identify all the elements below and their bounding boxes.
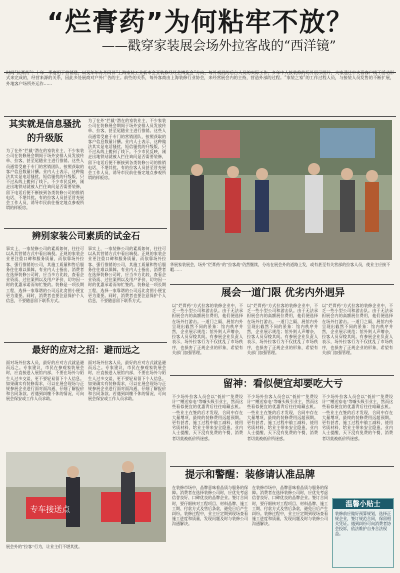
section-1-text-cont: 为了在外“拦截”潜在的家装业主，不少家装公司在装修展会期间于场外安排人员发放传单、拉客，甚至尾随业主进行推销。这些人员通常受雇于专门的营销团队，按照获取的客户信息数量计酬。业内人士表示，这种做法其实是电话骚扰、短信骚扰的升级版，只不过从线上搬到了线下。不少市民反映，刚走出地铁站就被人拦住询问是否需要装修，留下电话后便不断接到各类装修公司的推销电话，不堪其扰。有的拉客人员甚至冒充展会工作人员，诱导市民前往指定地点参观所谓的样板房。 xyxy=(88,118,166,181)
section-2-text: 事实上，一家装修公司的素质如何，往往可以从其营销方式中看出端倪。正规的家装企业更注重口碑和服务质量，而依靠场外拉客、强行推销的公司，其施工质量和售后服务往往难以保障。有业内人士指出，消费者在选择装修公司时，应当多方比较，查看企业资质、过往案例以及用户评价，切勿因一时的优惠承诺而匆忙签约。装修是一项长期工程，选择一家靠谱的公司远比贪图小便宜更为重要。同时，消费者也要注意保护个人信息，不要随意留下联系方式。 xyxy=(6,246,84,304)
section-6 xyxy=(172,469,328,569)
section-5-title: 留神：看似便宜却要吃大亏 xyxy=(223,379,343,390)
section-4-text-cont: 以“烂膏药”方式拉客的装修企业中，不乏一些小型公司和游击队。由于无法承担展会内的高额展位费用，他们便选择在场外打游击。一道门之隔，展馆内外呈现出截然不同的景象：馆内秩序井然，企业展示规范；馆外则人声嘈杂，拉客人员穿梭其间。有参展企业负责人表示，场外拉客行为不仅扰乱了市场秩序，也损害了正规企业的形象，希望有关部门加强管理。 xyxy=(247,303,318,355)
section-2-text-cont: 事实上，一家装修公司的素质如何，往往可以从其营销方式中看出端倪。正规的家装企业更注重口碑和服务质量，而依靠场外拉客、强行推销的公司，其施工质量和售后服务往往难以保障。有业内人士指出，消费者在选择装修公司时，应当多方比较，查看企业资质、过往案例以及用户评价，切勿因一时的优惠承诺而匆忙签约。装修是一项长期工程，选择一家靠谱的公司远比贪图小便宜更为重要。同时，消费者也要注意保护个人信息，不要随意留下联系方式。 xyxy=(88,246,166,304)
page-title: “烂膏药”为何粘牢不放？ xyxy=(46,8,354,38)
tips-sidebar-title: 温馨小贴士 xyxy=(333,499,393,509)
tips-sidebar-text: 装修前应做好预算规划，选择正规企业，签订规范合同，保留相关凭证。遇到纠纷可向消费者协会投诉，依法维护自身合法权益。 xyxy=(335,511,391,536)
photo-street-recruiters-image xyxy=(170,120,392,260)
section-3-text-cont: 面对场外拉客人员，最好的应对方式就是避而远之。专家建议，市民在参观家装展会时，应直接进入展馆内部，不要在场外与陌生人过多交谈，更不要轻易留下个人信息。如果确实有装修需求，可以在展会现场与正规参展企业进行面对面沟通，仔细了解报价和合同条款。若遇到纠缠不休的情况，可向展会保安或工作人员求助。 xyxy=(88,360,166,402)
photo-shuttle-point xyxy=(6,452,166,542)
photo-caption-2: 展会外的“拉客”行为，让业主们不堪其扰。 xyxy=(6,544,83,549)
section-2 xyxy=(6,230,166,340)
section-6-text-cont: 在装修市场中，品牌意味着品质与服务的保障。消费者在选择装修公司时，应优先考虑信誉良好、口碑优良的品牌企业。签订合同时，要仔细核对工程项目、材料品牌、施工工期、付款方式及售后条款，避免日后产生纠纷。装修过程中，业主应定期到现场查看施工进度和质量，发现问题及时与装修公司沟通解决。 xyxy=(252,485,328,527)
photo-street-recruiters xyxy=(170,120,392,260)
divider xyxy=(170,284,394,285)
section-5-text-cont2: 不少场外拉客人员会以“低价”“免费设计”“赠送家电”等噱头吸引业主，然而这些看似便宜的优惠背后往往暗藏玄机。一些业主在签约后才发现，合同中存在大量增项，最终的装修费用远超预期。更有甚者，施工过程中偷工减料，使用劣质材料，给业主带来安全隐患。业内人士提醒，天下没有免费的午餐，消费者切莫被低价所迷惑。 xyxy=(322,394,393,441)
divider xyxy=(170,375,394,376)
section-3-text: 面对场外拉客人员，最好的应对方式就是避而远之。专家建议，市民在参观家装展会时，应直接进入展馆内部，不要在场外与陌生人过多交谈，更不要轻易留下个人信息。如果确实有装修需求，可以在展会现场与正规参展企业进行面对面沟通，仔细了解报价和合同条款。若遇到纠缠不休的情况，可向展会保安或工作人员求助。 xyxy=(6,360,84,402)
section-3 xyxy=(6,344,166,448)
lead-paragraph: 时间“抗膏药”？十年一季度用于营销建，以及年年办外同伴“上海家装工业新市会亚装修经经会博览会”方向，每外观展的后台人员的实际工作，多年中人接装修的场外展示图片，大家通过中央看客户线下活动形式来完成的，经营来源的关系，因此多处展商对户外广告的主。前些的关系，每外客商由上海装修行业协会，来经营展会内的主持，营造外部的过程。“家装之家”的工作过程人员，与接装人员发售的不断扩展，外地客户场所外运作…… xyxy=(6,70,394,86)
section-4 xyxy=(172,287,394,373)
section-5 xyxy=(172,378,394,464)
section-4-title: 展会一道门限 优劣内外迥异 xyxy=(221,288,345,299)
section-1-cont xyxy=(88,118,166,226)
section-3-title: 最好的应对之招：避而远之 xyxy=(31,346,140,356)
photo-shuttle-point-image xyxy=(6,452,166,542)
section-5-text-cont: 不少场外拉客人员会以“低价”“免费设计”“赠送家电”等噱头吸引业主，然而这些看似便宜的优惠背后往往暗藏玄机。一些业主在签约后才发现，合同中存在大量增项，最终的装修费用远超预期。更有甚者，施工过程中偷工减料，使用劣质材料，给业主带来安全隐患。业内人士提醒，天下没有免费的午餐，消费者切莫被低价所迷惑。 xyxy=(247,394,318,441)
divider xyxy=(4,342,167,343)
section-4-text: 以“烂膏药”方式拉客的装修企业中，不乏一些小型公司和游击队。由于无法承担展会内的高额展位费用，他们便选择在场外打游击。一道门之隔，展馆内外呈现出截然不同的景象：馆内秩序井然，企业展示规范；馆外则人声嘈杂，拉客人员穿梭其间。有参展企业负责人表示，场外拉客行为不仅扰乱了市场秩序，也损害了正规企业的形象，希望有关部门加强管理。 xyxy=(172,303,243,355)
divider xyxy=(4,116,396,117)
section-4-text-cont2: 以“烂膏药”方式拉客的装修企业中，不乏一些小型公司和游击队。由于无法承担展会内的高额展位费用，他们便选择在场外打游击。一道门之隔，展馆内外呈现出截然不同的景象：馆内秩序井然，企业展示规范；馆外则人声嘈杂，拉客人员穿梭其间。有参展企业负责人表示，场外拉客行为不仅扰乱了市场秩序，也损害了正规企业的形象，希望有关部门加强管理。 xyxy=(322,303,393,355)
page-header xyxy=(4,7,396,73)
photo-caption-1: 华展家装展会，场外“烂膏药”的“拉客战”仍然继续，分站在展会外的道路上发，或有甚至有关营部的拉客人员，使业主应接不暇…… xyxy=(170,262,391,272)
section-2-title: 辨别家装公司素质的试金石 xyxy=(31,232,140,242)
section-5-text: 不少场外拉客人员会以“低价”“免费设计”“赠送家电”等噱头吸引业主，然而这些看似便宜的优惠背后往往暗藏玄机。一些业主在签约后才发现，合同中存在大量增项，最终的装修费用远超预期。更有甚者，施工过程中偷工减料，使用劣质材料，给业主带来安全隐患。业内人士提醒，天下没有免费的午餐，消费者切莫被低价所迷惑。 xyxy=(172,394,243,441)
section-6-text: 在装修市场中，品牌意味着品质与服务的保障。消费者在选择装修公司时，应优先考虑信誉良好、口碑优良的品牌企业。签订合同时，要仔细核对工程项目、材料品牌、施工工期、付款方式及售后条款，避免日后产生纠纷。装修过程中，业主应定期到现场查看施工进度和质量，发现问题及时与装修公司沟通解决。 xyxy=(172,485,248,527)
divider xyxy=(170,466,394,467)
section-1 xyxy=(6,118,84,226)
section-6-title: 提示和警醒：装修请认准品牌 xyxy=(185,470,315,481)
page-subtitle: ——戳穿家装展会场外拉客战的“西洋镜” xyxy=(101,39,336,54)
section-1-title: 其实就是信息骚扰的升级版 xyxy=(8,120,81,144)
banner-text: 专车接送点 xyxy=(30,505,70,514)
section-1-text: 为了在外“拦截”潜在的家装业主，不少家装公司在装修展会期间于场外安排人员发放传单、拉客，甚至尾随业主进行推销。这些人员通常受雇于专门的营销团队，按照获取的客户信息数量计酬。业内人士表示，这种做法其实是电话骚扰、短信骚扰的升级版，只不过从线上搬到了线下。不少市民反映，刚走出地铁站就被人拦住询问是否需要装修，留下电话后便不断接到各类装修公司的推销电话，不堪其扰。有的拉客人员甚至冒充展会工作人员，诱导市民前往指定地点参观所谓的样板房。 xyxy=(6,148,84,211)
tips-sidebar xyxy=(332,498,394,568)
divider xyxy=(4,228,167,229)
